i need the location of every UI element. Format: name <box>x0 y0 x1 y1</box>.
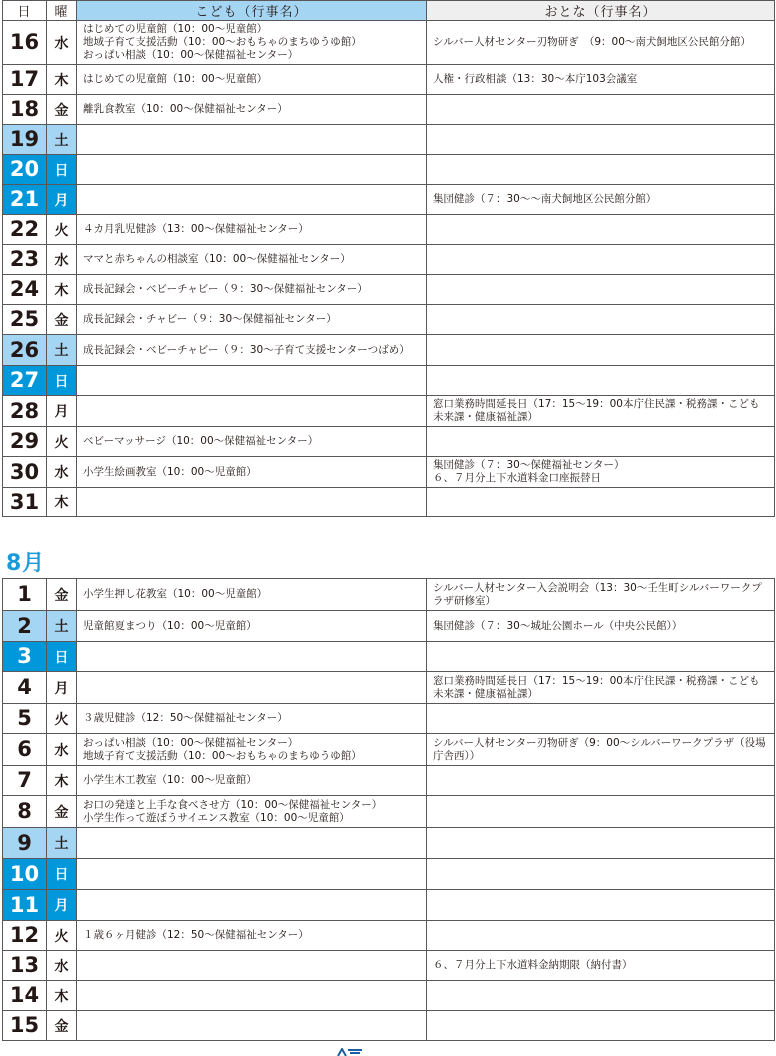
day-of-week: 日 <box>47 859 77 890</box>
day-of-week: 日 <box>47 642 77 672</box>
day-number: 1 <box>3 579 47 611</box>
kids-events: ４カ月乳児健診（13：00～保健福祉センター） <box>77 215 427 245</box>
kids-events <box>77 396 427 427</box>
schedule-row <box>3 245 775 275</box>
adult-events <box>427 125 775 155</box>
adult-events <box>427 828 775 859</box>
adult-events: 人権・行政相談（13：30～本庁103会議室 <box>427 65 775 95</box>
schedule-row <box>3 427 775 457</box>
schedule-row <box>3 185 775 215</box>
day-of-week: 土 <box>47 611 77 642</box>
adult-events <box>427 890 775 921</box>
schedule-row <box>3 95 775 125</box>
adult-events <box>427 642 775 672</box>
kids-events <box>77 155 427 185</box>
adult-events <box>427 95 775 125</box>
day-of-week: 月 <box>47 185 77 215</box>
adult-events <box>427 366 775 396</box>
schedule-row <box>3 734 775 766</box>
kids-events: １歳６ヶ月健診（12：50～保健福祉センター） <box>77 921 427 951</box>
day-of-week: 土 <box>47 125 77 155</box>
day-number: 4 <box>3 672 47 704</box>
day-number: 29 <box>3 427 47 457</box>
month-label-august: 8月 <box>6 551 46 576</box>
day-number: 24 <box>3 275 47 305</box>
kids-events: 成長記録会・チャビー（９：30～保健福祉センター） <box>77 305 427 335</box>
schedule-row <box>3 275 775 305</box>
day-of-week: 火 <box>47 704 77 734</box>
day-number: 26 <box>3 335 47 366</box>
day-of-week: 月 <box>47 396 77 427</box>
day-of-week: 火 <box>47 427 77 457</box>
day-of-week: 日 <box>47 366 77 396</box>
day-number: 17 <box>3 65 47 95</box>
day-of-week: 月 <box>47 890 77 921</box>
day-of-week: 木 <box>47 981 77 1011</box>
day-of-week: 金 <box>47 305 77 335</box>
adult-events <box>427 981 775 1011</box>
day-of-week: 木 <box>47 766 77 796</box>
adult-events <box>427 305 775 335</box>
schedule-row <box>3 21 775 65</box>
day-number: 5 <box>3 704 47 734</box>
schedule-row <box>3 488 775 517</box>
august-schedule-table <box>2 578 775 1041</box>
adult-events: 窓口業務時間延長日（17：15～19：00本庁住民課・税務課・こども未来課・健康福祉課） <box>427 396 775 427</box>
header-day: 日 <box>3 1 47 21</box>
kids-events <box>77 859 427 890</box>
schedule-row <box>3 335 775 366</box>
day-number: 27 <box>3 366 47 396</box>
kids-events <box>77 125 427 155</box>
kids-events <box>77 828 427 859</box>
adult-events <box>427 275 775 305</box>
kids-events <box>77 951 427 981</box>
day-number: 10 <box>3 859 47 890</box>
kids-events <box>77 890 427 921</box>
day-number: 16 <box>3 21 47 65</box>
day-of-week: 土 <box>47 335 77 366</box>
day-of-week: 水 <box>47 951 77 981</box>
day-of-week: 水 <box>47 21 77 65</box>
adult-events <box>427 245 775 275</box>
day-number: 28 <box>3 396 47 427</box>
schedule-row <box>3 796 775 828</box>
header-adults: おとな（行事名） <box>427 1 775 21</box>
day-number: 18 <box>3 95 47 125</box>
kids-events <box>77 488 427 517</box>
adult-events <box>427 155 775 185</box>
day-of-week: 土 <box>47 828 77 859</box>
day-number: 7 <box>3 766 47 796</box>
kids-events: ベビーマッサージ（10：00～保健福祉センター） <box>77 427 427 457</box>
day-number: 9 <box>3 828 47 859</box>
adult-events <box>427 704 775 734</box>
kids-events: ママと赤ちゃんの相談室（10：00～保健福祉センター） <box>77 245 427 275</box>
header-kids: こども（行事名） <box>77 1 427 21</box>
day-number: 15 <box>3 1011 47 1041</box>
kids-events: 小学生押し花教室（10：00～児童館） <box>77 579 427 611</box>
day-of-week: 火 <box>47 215 77 245</box>
kids-events <box>77 185 427 215</box>
adult-events <box>427 427 775 457</box>
day-of-week: 木 <box>47 275 77 305</box>
day-number: 11 <box>3 890 47 921</box>
day-number: 6 <box>3 734 47 766</box>
footer-logo-fragment <box>336 1048 364 1056</box>
schedule-row <box>3 828 775 859</box>
adult-events <box>427 796 775 828</box>
adult-events <box>427 215 775 245</box>
day-number: 2 <box>3 611 47 642</box>
kids-events: 小学生絵画教室（10：00～児童館） <box>77 457 427 488</box>
schedule-row <box>3 457 775 488</box>
schedule-row <box>3 1011 775 1041</box>
adult-events: シルバー人材センター刃物研ぎ（9：00～シルバーワークプラザ（役場庁舎西）） <box>427 734 775 766</box>
adult-events: 集団健診（７：30～城址公園ホール（中央公民館）） <box>427 611 775 642</box>
kids-events: はじめての児童館（10：00～児童館） 地域子育て支援活動（10：00～おもちゃのまちゆうゆ館） おっぱい相談（10：00～保健福祉センター） <box>77 21 427 65</box>
kids-events: 小学生木工教室（10：00～児童館） <box>77 766 427 796</box>
day-of-week: 日 <box>47 155 77 185</box>
kids-events <box>77 981 427 1011</box>
day-number: 19 <box>3 125 47 155</box>
day-number: 22 <box>3 215 47 245</box>
kids-events: 児童館夏まつり（10：00～児童館） <box>77 611 427 642</box>
day-of-week: 水 <box>47 245 77 275</box>
day-number: 12 <box>3 921 47 951</box>
day-of-week: 木 <box>47 65 77 95</box>
schedule-row <box>3 611 775 642</box>
schedule-row <box>3 642 775 672</box>
kids-events: 成長記録会・ベビーチャビー（９：30～保健福祉センター） <box>77 275 427 305</box>
day-of-week: 金 <box>47 1011 77 1041</box>
schedule-row <box>3 672 775 704</box>
adult-events <box>427 766 775 796</box>
schedule-row <box>3 366 775 396</box>
schedule-row <box>3 766 775 796</box>
schedule-row <box>3 215 775 245</box>
kids-events: おっぱい相談（10：00～保健福祉センター） 地域子育て支援活動（10：00～おもちゃのまちゆうゆ館） <box>77 734 427 766</box>
day-number: 3 <box>3 642 47 672</box>
day-number: 25 <box>3 305 47 335</box>
adult-events: シルバー人材センター刃物研ぎ （9：00～南犬飼地区公民館分館） <box>427 21 775 65</box>
july-schedule-table <box>2 0 775 517</box>
kids-events <box>77 642 427 672</box>
day-of-week: 水 <box>47 734 77 766</box>
kids-events <box>77 1011 427 1041</box>
day-of-week: 火 <box>47 921 77 951</box>
schedule-row <box>3 155 775 185</box>
schedule-row <box>3 921 775 951</box>
kids-events: はじめての児童館（10：00～児童館） <box>77 65 427 95</box>
day-number: 21 <box>3 185 47 215</box>
day-number: 14 <box>3 981 47 1011</box>
day-number: 8 <box>3 796 47 828</box>
adult-events <box>427 1011 775 1041</box>
day-number: 13 <box>3 951 47 981</box>
schedule-row <box>3 579 775 611</box>
adult-events: 集団健診（７：30～保健福祉センター） ６、７月分上下水道料金口座振替日 <box>427 457 775 488</box>
kids-events: お口の発達と上手な食べさせ方（10：00～保健福祉センター） 小学生作って遊ぼうサイエンス教室（10：00～児童館） <box>77 796 427 828</box>
adult-events: シルバー人材センター入会説明会（13：30～壬生町シルバーワークプラザ研修室） <box>427 579 775 611</box>
adult-events <box>427 335 775 366</box>
day-of-week: 金 <box>47 796 77 828</box>
schedule-row <box>3 65 775 95</box>
adult-events: 集団健診（７：30～～南犬飼地区公民館分館） <box>427 185 775 215</box>
kids-events: 成長記録会・ベビーチャビー（９：30～子育て支援センターつばめ） <box>77 335 427 366</box>
day-of-week: 金 <box>47 95 77 125</box>
adult-events <box>427 921 775 951</box>
table-header-row <box>3 1 775 21</box>
day-of-week: 水 <box>47 457 77 488</box>
kids-events <box>77 672 427 704</box>
day-number: 20 <box>3 155 47 185</box>
kids-events <box>77 366 427 396</box>
adult-events: 窓口業務時間延長日（17：15～19：00本庁住民課・税務課・こども未来課・健康福祉課） <box>427 672 775 704</box>
header-dow: 曜 <box>47 1 77 21</box>
adult-events <box>427 859 775 890</box>
schedule-row <box>3 859 775 890</box>
kids-events: 離乳食教室（10：00～保健福祉センター） <box>77 95 427 125</box>
day-number: 30 <box>3 457 47 488</box>
day-of-week: 木 <box>47 488 77 517</box>
schedule-row <box>3 951 775 981</box>
adult-events <box>427 488 775 517</box>
schedule-row <box>3 125 775 155</box>
day-of-week: 金 <box>47 579 77 611</box>
kids-events: ３歳児健診（12：50～保健福祉センター） <box>77 704 427 734</box>
adult-events: ６、７月分上下水道料金納期限（納付書） <box>427 951 775 981</box>
schedule-row <box>3 396 775 427</box>
schedule-row <box>3 890 775 921</box>
schedule-row <box>3 305 775 335</box>
day-number: 31 <box>3 488 47 517</box>
schedule-row <box>3 981 775 1011</box>
day-number: 23 <box>3 245 47 275</box>
day-of-week: 月 <box>47 672 77 704</box>
schedule-row <box>3 704 775 734</box>
